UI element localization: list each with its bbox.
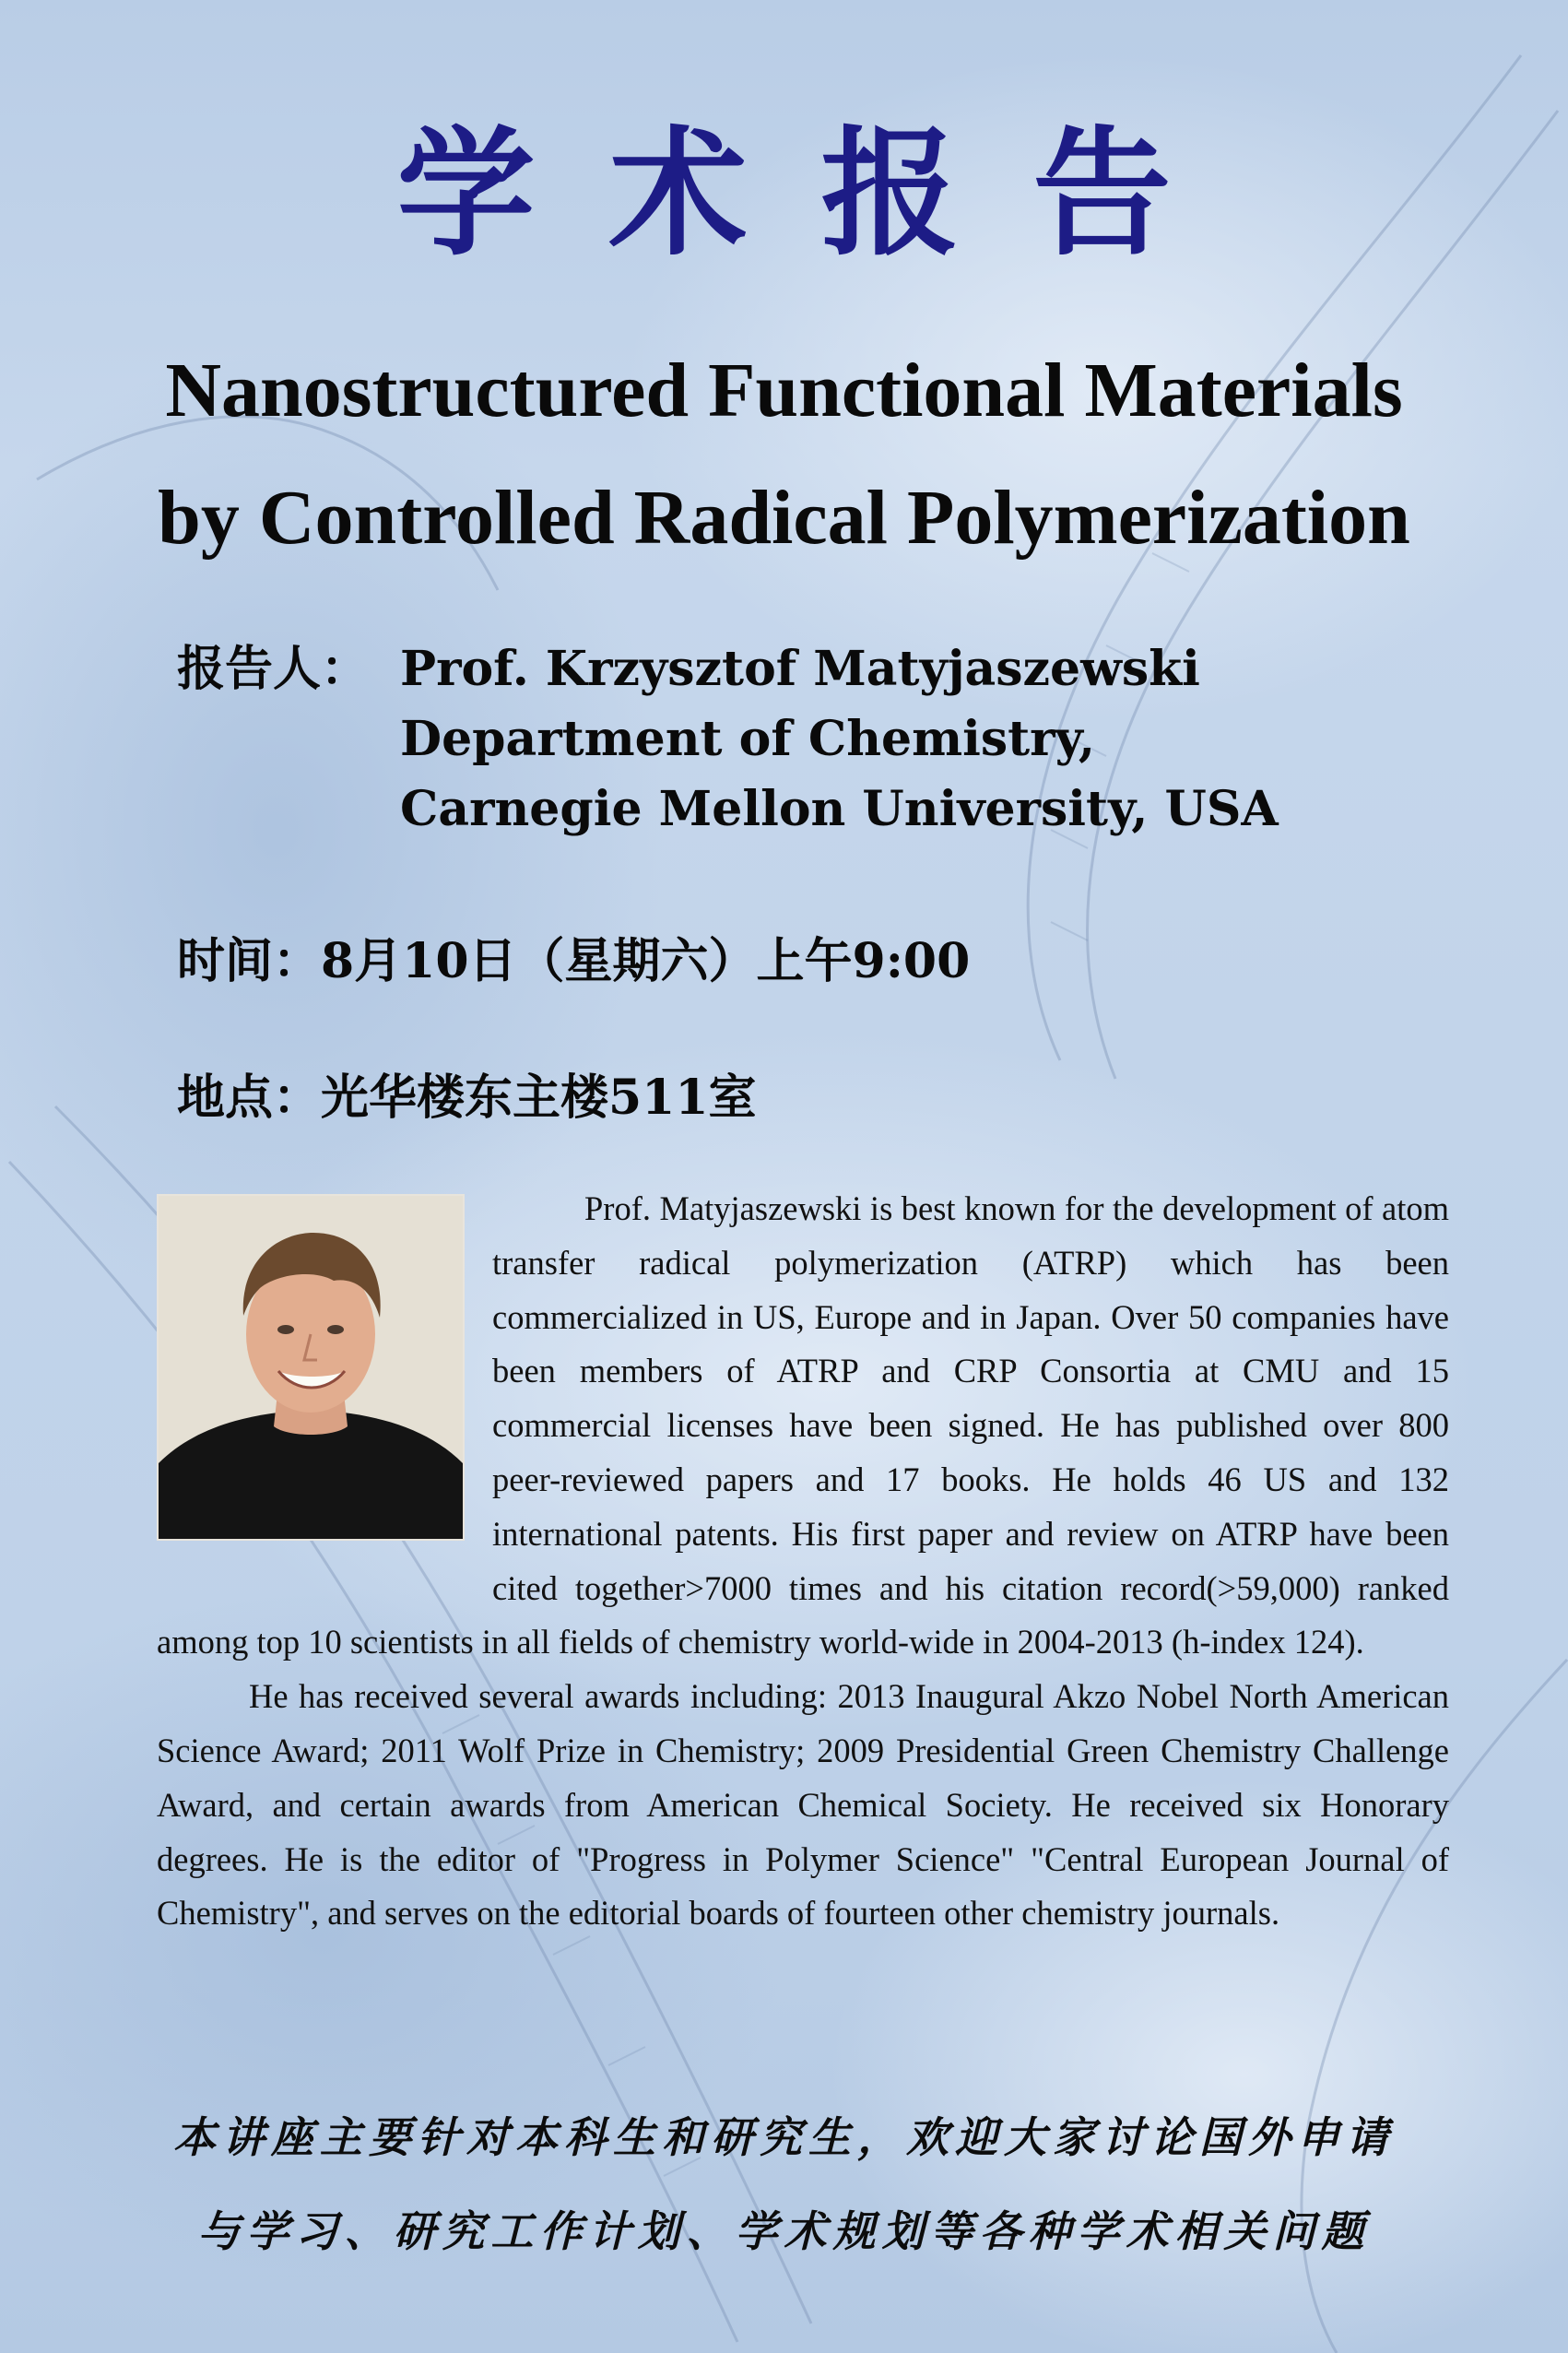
main-title: 学术报告 (396, 112, 1245, 275)
bio-paragraph-1: Prof. Matyjaszewski is best known for the development of atom transfer radical polymerization (ATRP) which has been commercialized in US, Europe and in Japan. Over 50 companies have been members of ATRP and CRP Consortia at CMU and 15 commercial licenses have been signed. He has published over 800 peer-reviewed papers and 17 books. He holds 46 US and 132 international patents. His first paper and review on ATRP have been cited together>7000 times and his citation record(>59,000) ranked among top 10 scientists in all fields of chemistry world-wide in 2004-2013 (h-index 124). (157, 1189, 1449, 1661)
footer-note-line-1: 本讲座主要针对本科生和研究生，欢迎大家讨论国外申请 (173, 2112, 1395, 2162)
bio-paragraph-2: He has received several awards including: 2013 Inaugural Akzo Nobel North American Science Award; 2011 Wolf Prize in Chemistry; 2009 Presidential Green Chemistry Challenge Award, and certain awards from American Chemical Society. He received six Honorary degrees. He is the editor of "Progress in Polymer Science" "Central European Journal of Chemistry", and serves on the editorial boards of fourteen other chemistry journals. (157, 1677, 1449, 1933)
speaker-department: Department of Chemistry, (400, 711, 1095, 767)
speaker-university: Carnegie Mellon University, USA (400, 781, 1279, 837)
event-location: 地点：光华楼东主楼511室 (177, 1070, 757, 1126)
speaker-name: Prof. Krzysztof Matyjaszewski (400, 641, 1200, 697)
talk-title (0, 327, 1568, 582)
footer-note-line-2: 与学习、研究工作计划、学术规划等各种学术相关问题 (197, 2206, 1371, 2256)
speaker-biography (157, 1182, 1449, 1941)
talk-title-line-1: Nanostructured Functional Materials (165, 348, 1403, 433)
talk-title-line-2: by Controlled Radical Polymerization (158, 475, 1410, 561)
speaker-block (177, 634, 1279, 845)
photo-spacer (157, 1182, 492, 1567)
event-time: 时间：8月10日（星期六）上午9:00 (177, 933, 971, 989)
speaker-label: 报告人： (177, 641, 370, 697)
